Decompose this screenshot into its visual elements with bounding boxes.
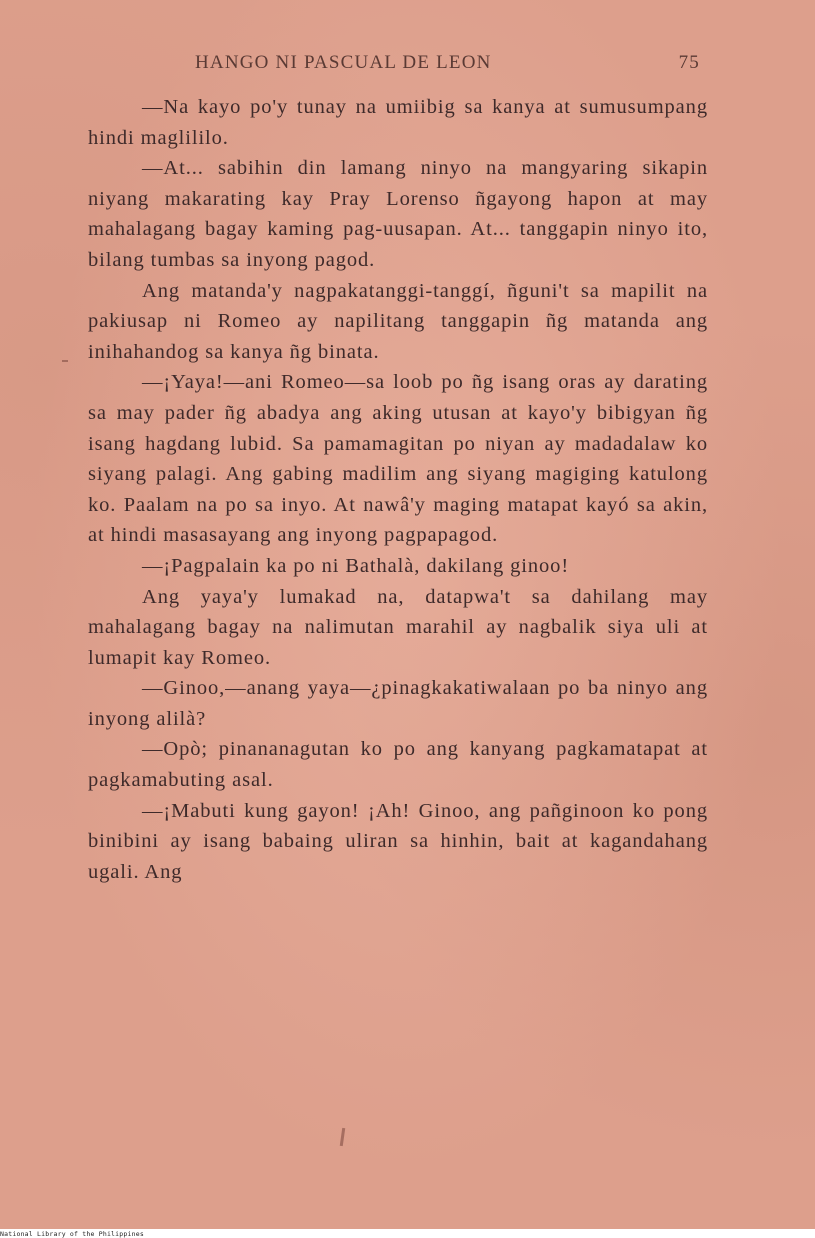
paragraph: —¡Pagpalain ka po ni Bathalà, dakilang ginoo! (142, 554, 570, 577)
paragraph: —At... sabihin din lamang ninyo na mangyaring sikapin niyang makarating kay Pray Lorenso ñgayong hapon at may mahalagang bagay kaming pag-uusapan. At... tanggapin ninyo ito, bilang tumbas sa inyong pagod. (88, 157, 708, 271)
paragraph: Ang yaya'y lumakad na, datapwa't sa dahilang may mahalagang bagay na nalimutan marahil ay nagbalik siya uli at lumapit kay Romeo. (88, 585, 708, 669)
running-title: HANGO NI PASCUAL DE LEON (195, 52, 492, 73)
library-credit: National Library of the Philippines (0, 1230, 144, 1238)
paragraph: —¡Mabuti kung gayon! ¡Ah! Ginoo, ang pañginoon ko pong binibini ay isang babaing uliran sa hinhin, bait at kagandahang ugali. Ang (88, 799, 708, 883)
page-number: 75 (678, 52, 700, 73)
ink-mark (62, 360, 68, 362)
body-text (88, 92, 708, 887)
paragraph: —¡Yaya!—ani Romeo—sa loob po ñg isang oras ay darating sa may pader ñg abadya ang aking utusan at kayo'y bibigyan ñg isang hagdang lubid. Sa pamamagitan po niyan ay madadalaw ko siyang palagi. Ang gabing madilim ang siyang magiging katulong ko. Paalam na po sa inyo. At nawâ'y maging matapat kayó sa akin, at hindi masasayang ang inyong pagpapagod. (88, 371, 708, 547)
paragraph: —Opò; pinananagutan ko po ang kanyang pagkamatapat at pagkamabuting asal. (88, 738, 708, 792)
paragraph: —Na kayo po'y tunay na umiibig sa kanya at sumusumpang hindi maglililo. (88, 96, 708, 149)
ink-mark (340, 1128, 345, 1146)
paragraph: Ang matanda'y nagpakatanggi-tanggí, ñguni't sa mapilit na pakiusap ni Romeo ay napilitang tanggapin ñg matanda ang inihahandog sa kanya ñg binata. (88, 279, 708, 363)
paragraph: —Ginoo,—anang yaya—¿pinagkakatiwalaan po ba ninyo ang inyong alilà? (88, 677, 708, 730)
running-header (195, 52, 700, 78)
